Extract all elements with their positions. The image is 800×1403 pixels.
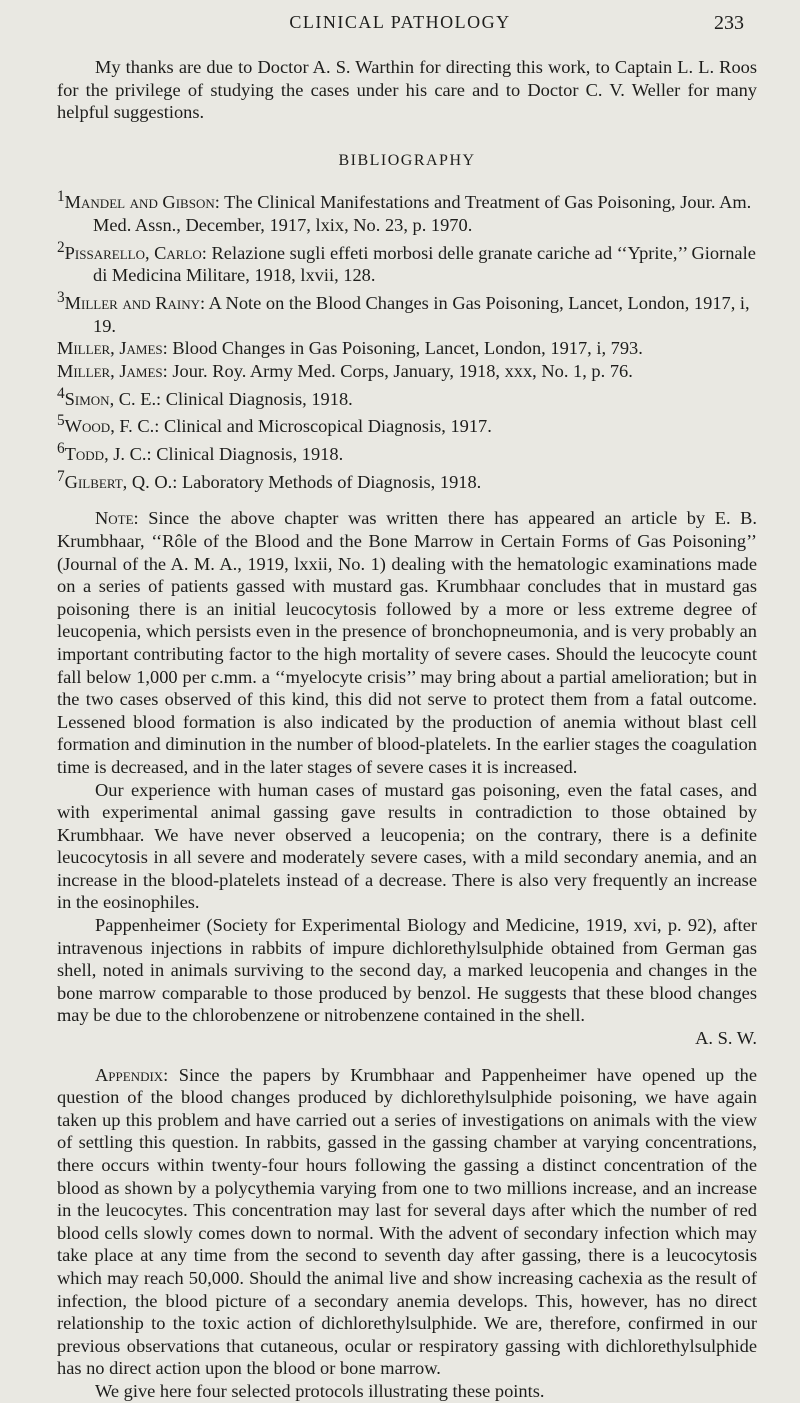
spacer [57, 1050, 757, 1064]
reference-text: A Note on the Blood Changes in Gas Poisoning, Lancet, London, 1917, i, 19. [93, 293, 750, 336]
running-title: CLINICAL PATHOLOGY [289, 12, 511, 32]
appendix-paragraph [57, 1064, 757, 1380]
reference-author: Simon, C. E.: [64, 388, 162, 409]
page-body [57, 56, 757, 1403]
reference-number: 1 [57, 188, 65, 206]
reference-item [57, 186, 757, 236]
reference-item [57, 410, 757, 438]
reference-item [57, 466, 757, 494]
author-initials: A. S. W. [695, 1028, 757, 1049]
reference-author: Mandel and Gibson: [64, 192, 220, 213]
reference-text: Relazione sugli effeti morbosi delle granate cariche ad ‘‘Yprite,’’ Giornale di Medicina Militare, 1918, lxvii, 128. [93, 242, 756, 286]
reference-text: Laboratory Methods of Diagnosis, 1918. [181, 471, 482, 492]
reference-text: The Clinical Manifestations and Treatment of Gas Poisoning, Jour. Am. Med. Assn., December, 1917, lxix, No. 23, p. 1970. [93, 192, 752, 236]
reference-author: Miller, James: [57, 338, 168, 359]
reference-item [57, 438, 757, 466]
reference-author: Miller, James: [57, 360, 168, 381]
reference-item [57, 287, 757, 337]
closing-paragraph: We give here four selected protocols illustrating these points. [95, 1380, 545, 1401]
reference-author: Pissarello, Carlo: [64, 242, 207, 263]
appendix-label: Appendix: [95, 1064, 169, 1085]
reference-author: Miller and Rainy: [64, 293, 206, 314]
reference-number: 2 [57, 238, 65, 256]
reference-text: Clinical and Microscopical Diagnosis, 1917. [163, 416, 492, 437]
reference-number: 4 [57, 384, 65, 402]
reference-text: Clinical Diagnosis, 1918. [165, 388, 353, 409]
reference-author: Wood, F. C.: [64, 416, 160, 437]
reference-item [57, 360, 757, 383]
reference-number: 3 [57, 289, 65, 306]
reference-author: Todd, J. C.: [64, 444, 152, 465]
reference-text: Clinical Diagnosis, 1918. [156, 444, 344, 465]
pappenheimer-paragraph: Pappenheimer (Society for Experimental Biology and Medicine, 1919, xvi, p. 92), after intravenous injections in rabbits of impure dichlorethylsulphide obtained from German gas shell, noted in animals surviving to the second day, a marked leucopenia and changes in the bone marrow comparable to those produced by benzol. He suggests that these blood changes may be due to the chlorobenzene or nitrobenzene contained in the shell. [57, 915, 757, 1026]
spacer [57, 493, 757, 507]
reference-number: 6 [57, 439, 65, 457]
page-header [0, 12, 800, 42]
note-text: Since the above chapter was written there has appeared an article by E. B. Krumbhaar, ‘‘Rôle of the Blood and the Bone Marrow in Certain Forms of Gas Poisoning’’ (Journal of the A. M. A., 1919, lxxii, No. 1) dealing with the hematologic examinations made on a series of patients gassed with mustard gas. Krumbhaar concludes that in mustard gas poisoning there is an initial leucocytosis followed by a more or less extreme degree of leucopenia, which persists even in the presence of bronchopneumonia, and is very probably an important contributing factor to the high mortality of severe cases. Should the leucocyte count fall below 1,000 per c.mm. a ‘‘myelocyte crisis’’ may bring about a partial amelioration; but in the two cases observed of this kind, this did not serve to protect them from a fatal outcome. Lessened blood formation is also indicated by the production of anemia without blast cell formation and diminution in the number of blood-platelets. In the earlier stages the coagulation time is decreased, and in the later stages of severe cases it is increased. [57, 508, 757, 777]
reference-number: 7 [57, 467, 65, 485]
acknowledgment-paragraph: My thanks are due to Doctor A. S. Warthin for directing this work, to Captain L. L. Roos for the privilege of studying the cases under his care and to Doctor C. V. Weller for many helpful suggestions. [57, 57, 757, 123]
bibliography-list [57, 186, 757, 493]
page-number: 233 [714, 12, 744, 34]
experience-paragraph: Our experience with human cases of mustard gas poisoning, even the fatal cases, and with experimental animal gassing gave results in contradiction to those obtained by Krumbhaar. We have never observed a leucopenia; on the contrary, there is a definite leucocytosis in all severe and moderately severe cases, with a mild secondary anemia, and an increase in the blood-platelets instead of a decrease. There is also very frequently an increase in the eosinophiles. [57, 779, 757, 913]
reference-text: Jour. Roy. Army Med. Corps, January, 1918, xxx, No. 1, p. 76. [172, 360, 633, 381]
reference-author: Gilbert, Q. O.: [64, 471, 178, 492]
reference-item [57, 383, 757, 411]
note-label: Note: [95, 508, 139, 529]
reference-number: 5 [57, 412, 65, 430]
reference-item [57, 337, 757, 360]
note-paragraph [57, 507, 757, 778]
reference-text: Blood Changes in Gas Poisoning, Lancet, London, 1917, i, 793. [172, 338, 643, 359]
appendix-text: Since the papers by Krumbhaar and Pappenheimer have opened up the question of the blood changes produced by dichlorethylsulphide poisoning, we have again taken up this problem and have carried out a series of investigations on animals with the view of settling this question. In rabbits, gassed in the gassing chamber at varying concentrations, there occurs within twenty-four hours following the gassing a distinct concentration of the blood as shown by a polycythemia varying from one to two millions increase, and an increase in the leucocytes. This concentration may last for several days after which the number of red blood cells slowly comes down to normal. With the advent of secondary infection which may take place at any time from the second to seventh day after gassing, there is a leucocytosis which may reach 50,000. Should the animal live and show increasing cachexia as the result of infection, the blood picture of a secondary anemia develops. This, however, has no direct relationship to the toxic action of dichlorethylsulphide. We are, therefore, confirmed in our previous observations that cutaneous, ocular or respiratory gassing with dichlorethylsulphide has no direct action upon the blood or bone marrow. [57, 1064, 757, 1379]
bibliography-heading: BIBLIOGRAPHY [338, 151, 476, 169]
reference-item [57, 237, 757, 287]
